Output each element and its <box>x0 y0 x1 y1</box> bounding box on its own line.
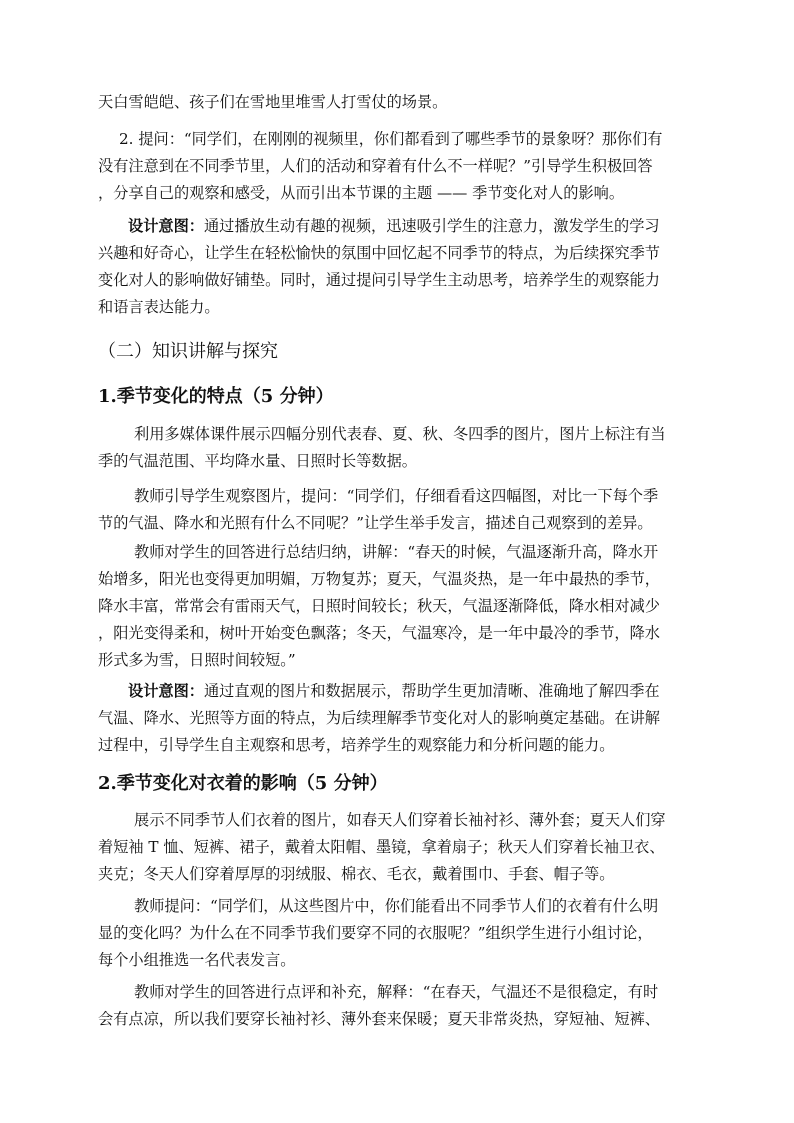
paragraph-line: 利用多媒体课件展示四幅分别代表春、夏、秋、冬四季的图片，图片上标注有当 <box>134 425 666 443</box>
paragraph-line: 会有点凉，所以我们要穿长袖衬衫、薄外套来保暖；夏天非常炎热，穿短袖、短裤、 <box>98 1010 660 1028</box>
paragraph-line: ，阳光变得柔和，树叶开始变色飘落；冬天，气温寒冷，是一年中最冷的季节，降水 <box>98 624 660 642</box>
paragraph-line: 没有注意到在不同季节里，人们的活动和穿着有什么不一样呢？”引导学生积极回答 <box>98 157 653 175</box>
design-intent-text: 通过播放生动有趣的视频，迅速吸引学生的注意力，激发学生的学习 <box>203 217 660 235</box>
paragraph-line: 节的气温、降水和光照有什么不同呢？”让学生举手发言，描述自己观察到的差异。 <box>98 514 653 532</box>
paragraph-line: 过程中，引导学生自主观察和思考，培养学生的观察能力和分析问题的能力。 <box>98 736 615 754</box>
design-intent-line <box>128 681 728 701</box>
design-intent-line <box>128 216 728 236</box>
paragraph-line: 教师对学生的回答进行点评和补充，解释：“在春天，气温还不是很稳定，有时 <box>134 983 659 1001</box>
section-heading: （二）知识讲解与探究 <box>98 341 278 362</box>
paragraph-line: 季的气温范围、平均降水量、日照时长等数据。 <box>98 452 417 470</box>
paragraph-line: 始增多，阳光也变得更加明媚，万物复苏；夏天，气温炎热，是一年中最热的季节， <box>98 570 660 588</box>
design-intent-label: 设计意图： <box>128 682 204 700</box>
paragraph-line: 教师对学生的回答进行总结归纳，讲解：“春天的时候，气温逐渐升高，降水开 <box>134 543 659 561</box>
paragraph-line: 展示不同季节人们衣着的图片，如春天人们穿着长袖衬衫、薄外套；夏天人们穿 <box>134 811 666 829</box>
paragraph-line: 教师提问：“同学们，从这些图片中，你们能看出不同季节人们的衣着有什么明 <box>134 897 659 915</box>
paragraph-line: 夹克；冬天人们穿着厚厚的羽绒服、棉衣、毛衣，戴着围巾、手套、帽子等。 <box>98 865 615 883</box>
paragraph-line: 着短袖 T 恤、短裤、裙子，戴着太阳帽、墨镜，拿着扇子；秋天人们穿着长袖卫衣、 <box>98 838 665 856</box>
paragraph-line: 兴趣和好奇心，让学生在轻松愉快的氛围中回忆起不同季节的特点，为后续探究季节 <box>98 244 660 262</box>
paragraph-line: 天白雪皑皑、孩子们在雪地里堆雪人打雪仗的场景。 <box>98 93 448 111</box>
paragraph-line: 形式多为雪，日照时间较短。” <box>98 651 296 669</box>
paragraph-line: 每个小组推选一名代表发言。 <box>98 951 296 969</box>
paragraph-line: 降水丰富，常常会有雷雨天气，日照时间较长；秋天，气温逐渐降低，降水相对减少 <box>98 597 660 615</box>
subsection-heading: 2.季节变化对衣着的影响（5 分钟） <box>98 773 388 794</box>
paragraph-line: 变化对人的影响做好铺垫。同时，通过提问引导学生主动思考，培养学生的观察能力 <box>98 271 660 289</box>
paragraph-line: 和语言表达能力。 <box>98 298 220 316</box>
paragraph-line: 2. 提问：“同学们，在刚刚的视频里，你们都看到了哪些季节的景象呀？那你们有 <box>119 130 663 148</box>
paragraph-line: 显的变化吗？为什么在不同季节我们要穿不同的衣服呢？”组织学生进行小组讨论， <box>98 924 653 942</box>
subsection-heading: 1.季节变化的特点（5 分钟） <box>98 386 334 407</box>
design-intent-label: 设计意图： <box>128 217 204 235</box>
paragraph-line: 教师引导学生观察图片，提问：“同学们，仔细看看这四幅图，对比一下每个季 <box>134 487 659 505</box>
paragraph-line: ，分享自己的观察和感受，从而引出本节课的主题 —— 季节变化对人的影响。 <box>98 184 625 202</box>
design-intent-text: 通过直观的图片和数据展示，帮助学生更加清晰、准确地了解四季在 <box>203 682 660 700</box>
paragraph-line: 气温、降水、光照等方面的特点，为后续理解季节变化对人的影响奠定基础。在讲解 <box>98 709 660 727</box>
